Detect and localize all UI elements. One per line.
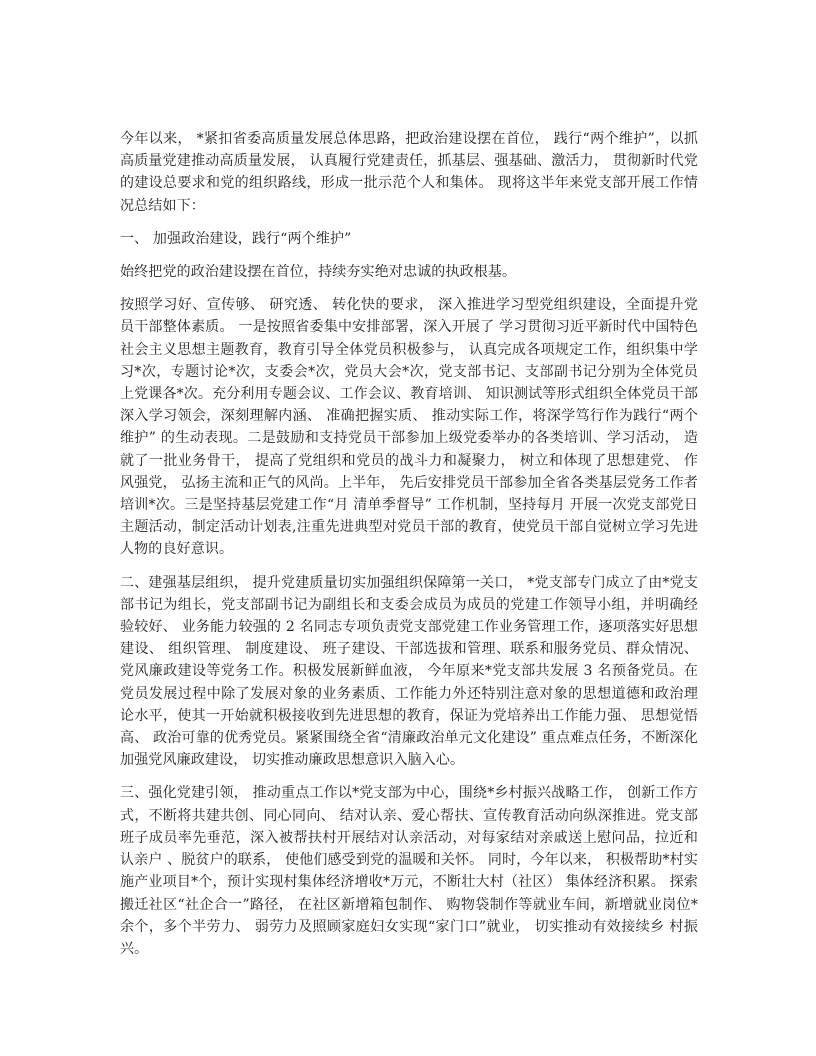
section-3-paragraph: 三、强化党建引领， 推动重点工作以*党支部为中心，围绕*乡村振兴战略工作， 创新工作方式，不断将共建共创、同心同向、 结对认亲、爱心帮扶、宣传教育活动向纵深推进。党支部班子成员率先垂范，深入被帮扶村开展结对认亲活动，对每家结对亲戚送上慰问品，拉近和认亲户 、脱贫户的联系， 使他们感受到党的温暖和关怀。 同时，今年以来， 积极帮助*村实施产业项目*个，预计实现村集体经济增收*万元，不断壮大村（社区） 集体经济积累。 探索搬迁社区“社企合一”路径， 在社区新增箱包制作、 购物袋制作等就业车间，新增就业岗位*余个，多个半劳力、 弱劳力及照顾家庭妇女实现“家门口”就业， 切实推动有效接续乡 村振兴。 <box>120 785 698 957</box>
intro-paragraph: 今年以来， *紧扣省委高质量发展总体思路，把政治建设摆在首位， 践行“两个维护”，以抓高质量党建推动高质量发展， 认真履行党建责任，抓基层、强基础、激活力， 贯彻新时代党的建设总要求和党的组织路线，形成一批示范个人和集体。 现将这半年来党支部开展工作情况总结如下： <box>120 131 698 214</box>
section-heading-1: 一、 加强政治建设，践行“两个维护” <box>120 230 352 247</box>
document-page <box>120 128 698 971</box>
section-1-body-paragraph: 按照学习好、宣传够、 研究透、 转化快的要求， 深入推进学习型党组织建设，全面提升党员干部整体素质。 一是按照省委集中安排部署，深入开展了 学习贯彻习近平新时代中国特色社会主义思想主题教育，教育引导全体党员积极参与， 认真完成各项规定工作，组织集中学习*次，专题讨论*次，支委会*次，党员大会*次，党支部书记、支部副书记分别为全体党员上党课各*次。充分利用专题会议、工作会议、教育培训、 知识测试等形式组织全体党员干部深入学习领会，深刻理解内涵、 准确把握实质、 推动实际工作，将深学笃行作为践行“两个维护” 的生动表现。二是鼓励和支持党员干部参加上级党委举办的各类培训、学习活动， 造就了一批业务骨干， 提高了党组织和党员的战斗力和凝聚力， 树立和体现了思想建党、 作风强党， 弘扬主流和正气的风尚。上半年， 先后安排党员干部参加全省各类基层党务工作者培训*次。三是坚持基层党建工作“月 清单季督导” 工作机制，坚持每月 开展一次党支部党日主题活动，制定活动计划表,注重先进典型对党员干部的教育，使党员干部自觉树立学习先进人物的良好意识。 <box>120 297 698 558</box>
section-1-lead-paragraph: 始终把党的政治建设摆在首位，持续夯实绝对忠诚的执政根基。 <box>120 264 517 281</box>
section-2-paragraph: 二、建强基层组织， 提升党建质量切实加强组织保障第一关口， *党支部专门成立了由*党支部书记为组长，党支部副书记为副组长和支委会成员为成员的党建工作领导小组，并明确经验较好、 业务能力较强的 2 名同志专项负责党支部党建工作业务管理工作，逐项落实好思想建设、 组织管理、 制度建设、 班子建设、干部选拔和管理、联系和服务党员、群众情况、党风廉政建设等党务工作。积极发展新鲜血液， 今年原来*党支部共发展 3 名预备党员。在党员发展过程中除了发展对象的业务素质、工作能力外还特别注意对象的思想道德和政治理论水平，使其一开始就积极接收到先进思想的教育，保证为党培养出工作能力强、 思想觉悟高、 政治可靠的优秀党员。紧紧围绕全省“清廉政治单元文化建设” 重点难点任务，不断深化加强党风廉政建设， 切实推动廉政思想意识入脑入心。 <box>120 574 698 769</box>
